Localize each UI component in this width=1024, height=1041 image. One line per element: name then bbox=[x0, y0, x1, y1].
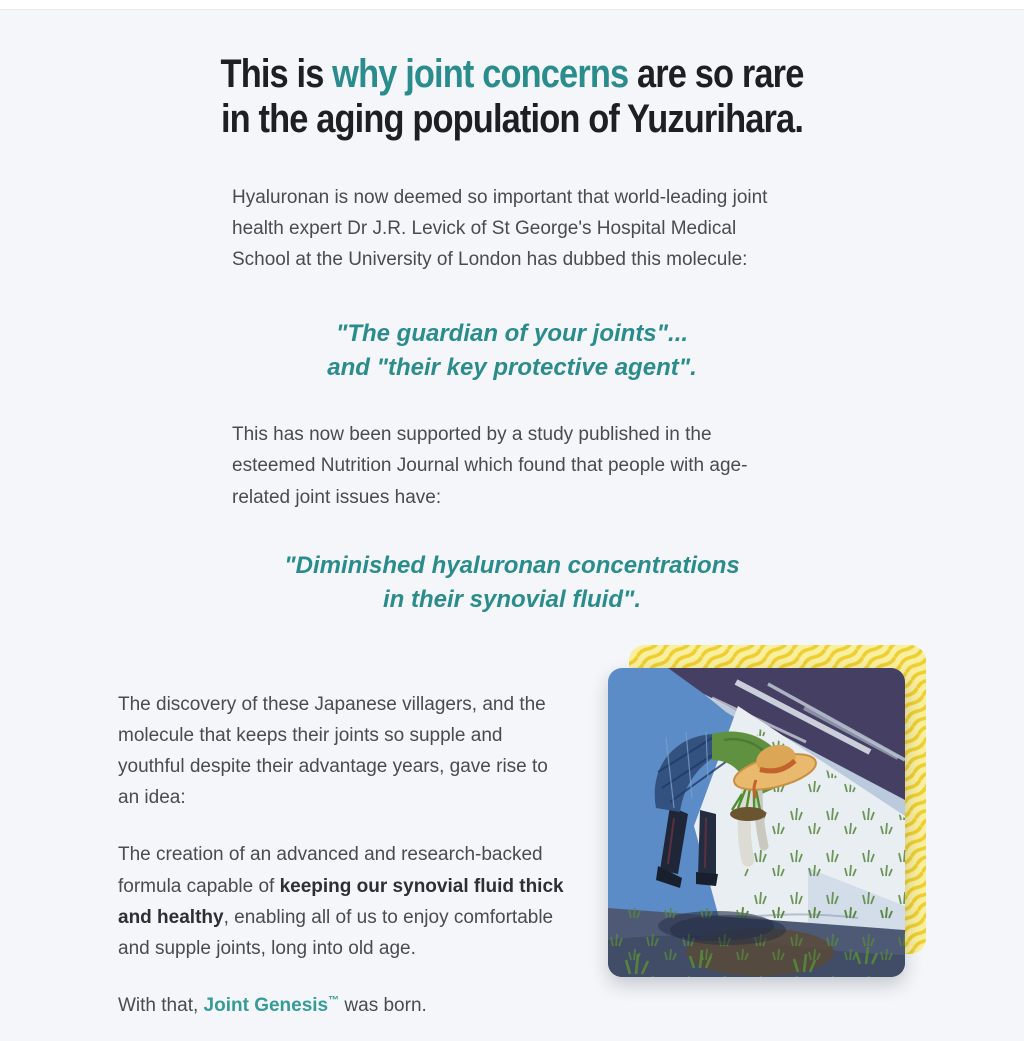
section-headline bbox=[106, 52, 918, 142]
intro-paragraph-2: This has now been supported by a study published in the esteemed Nutrition Journal which found that people with age-related joint issues have: bbox=[232, 424, 748, 508]
headline-highlight: why joint concerns bbox=[332, 52, 629, 96]
pull-quote-diminished bbox=[232, 549, 792, 617]
intro-column bbox=[232, 182, 792, 617]
pull-quote-guardian-line1: "The guardian of your joints"... bbox=[335, 320, 689, 348]
headline-line2: in the aging population of Yuzurihara. bbox=[220, 96, 804, 141]
story-paragraph-3 bbox=[118, 990, 566, 1021]
story-p3-start: With that, bbox=[118, 995, 204, 1017]
story-paragraph-2 bbox=[118, 839, 566, 964]
story-p2-end: , enabling all of us to enjoy comfortable and supple joints, long into old age. bbox=[118, 906, 554, 959]
rice-farmer-photo bbox=[608, 668, 905, 977]
pull-quote-guardian-line2: and "their key protective agent". bbox=[327, 354, 697, 382]
pull-quote-guardian bbox=[232, 317, 792, 385]
story-paragraph-1: The discovery of these Japanese villagers, and the molecule that keeps their joints so supple and youthful despite their advantage years, gave rise to an idea: bbox=[118, 693, 548, 809]
story-p2-bold: keeping our synovial fluid thick and healthy bbox=[118, 875, 564, 928]
pull-quote-diminished-line2: in their synovial fluid". bbox=[382, 585, 642, 613]
story-p3-end: was born. bbox=[339, 995, 427, 1017]
pull-quote-diminished-line1: "Diminished hyaluronan concentrations bbox=[284, 551, 740, 579]
headline-prefix: This is bbox=[220, 52, 333, 96]
story-and-photo-row bbox=[0, 645, 1024, 1041]
brand-name: Joint Genesis bbox=[203, 995, 329, 1017]
intro-paragraph-1: Hyaluronan is now deemed so important that world-leading joint health expert Dr J.R. Levick of St George's Hospital Medical School at the University of London has dubbed this molecule: bbox=[232, 186, 768, 270]
story-column bbox=[118, 645, 566, 1021]
top-white-strip bbox=[0, 0, 1024, 10]
headline-suffix: are so rare bbox=[628, 52, 804, 96]
story-p2-start: The creation of an advanced and research-backed formula capable of bbox=[118, 844, 543, 897]
photo-group bbox=[608, 645, 926, 978]
trademark-symbol: ™ bbox=[328, 994, 340, 1007]
